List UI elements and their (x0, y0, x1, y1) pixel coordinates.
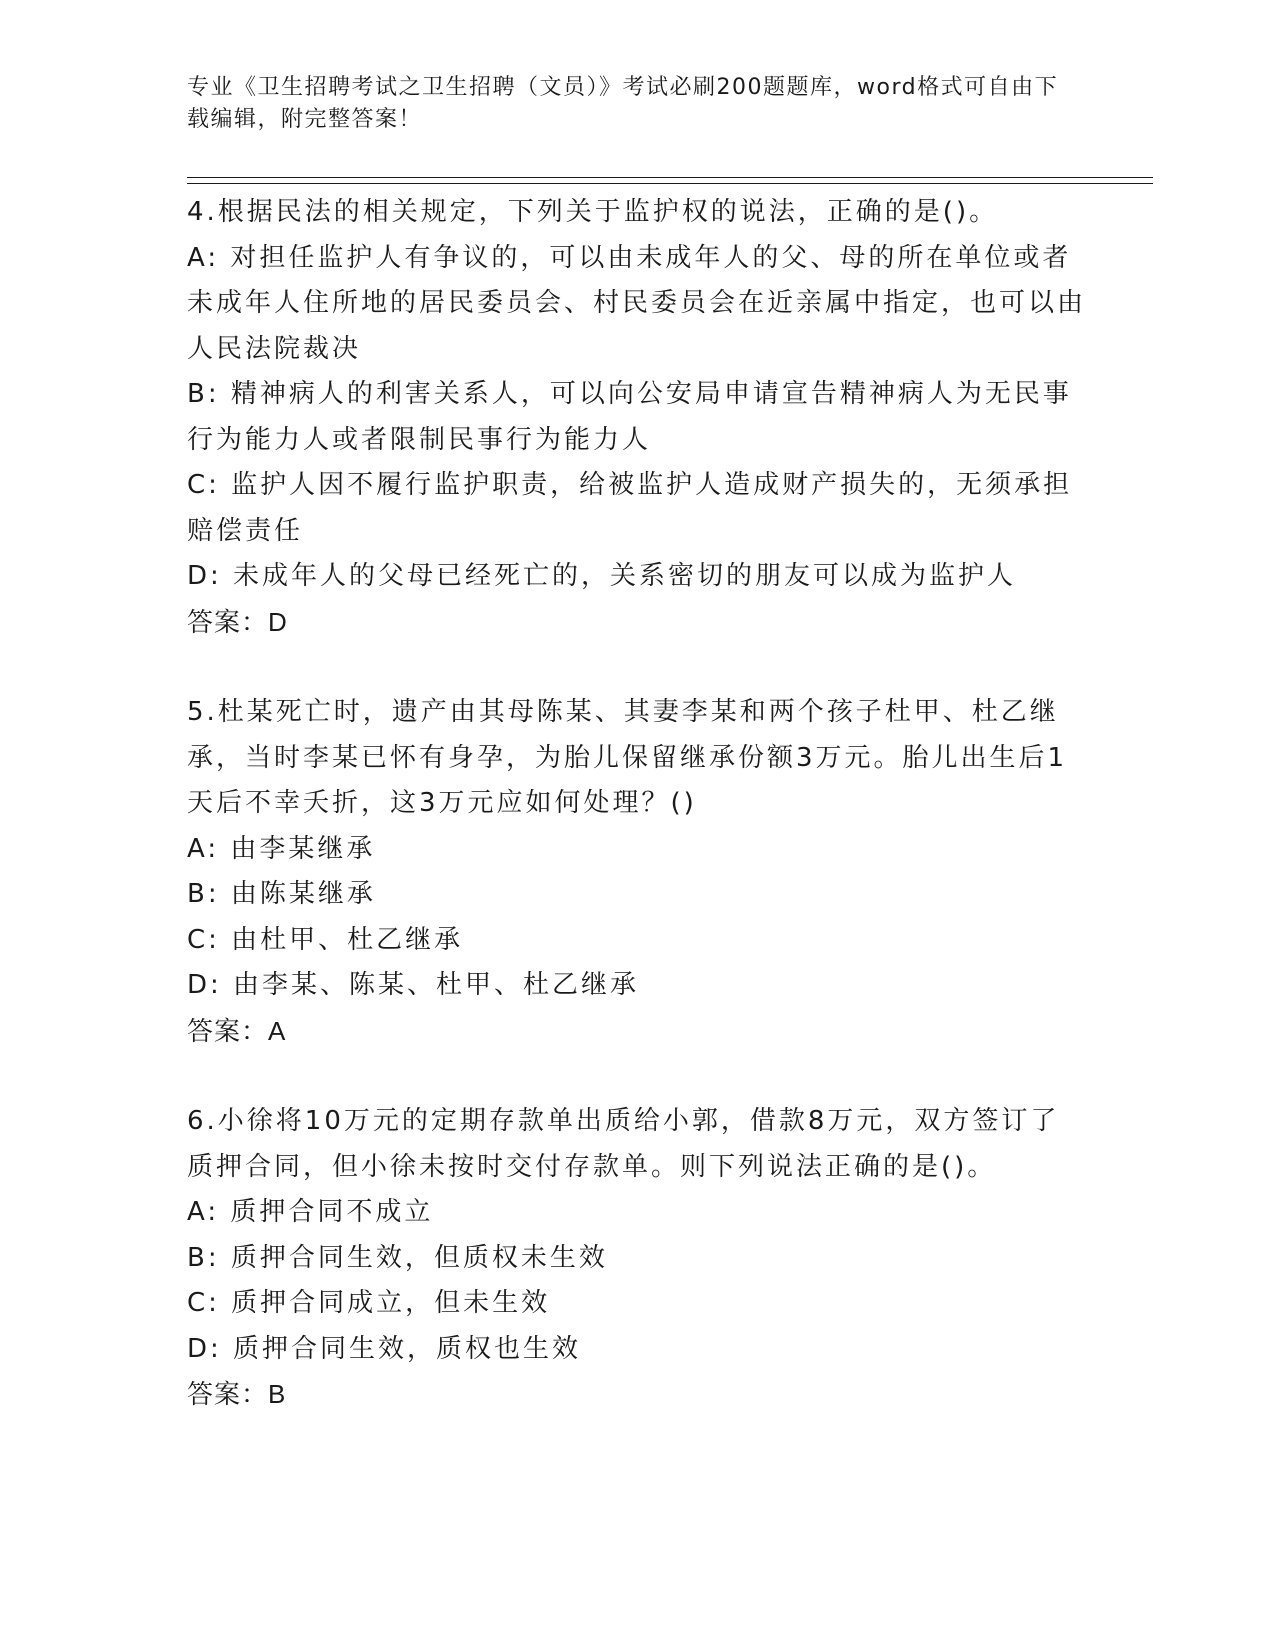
option-d: D: 未成年人的父母已经死亡的，关系密切的朋友可以成为监护人 (187, 561, 1017, 591)
answer-line: 答案：B (187, 1379, 287, 1409)
question-stem: 4.根据民法的相关规定，下列关于监护权的说法，正确的是()。 (187, 197, 999, 227)
question-item-5 (187, 690, 1087, 1054)
document-header: 专业《卫生招聘考试之卫生招聘（文员）》考试必刷200题题库，word格式可自由下载编辑，附完整答案！ (187, 75, 1059, 132)
option-d: D: 质押合同生效，质权也生效 (187, 1333, 582, 1364)
question-item-4 (187, 190, 1087, 645)
option-b: B: 质押合同生效，但质权未生效 (187, 1242, 608, 1273)
option-d: D: 由李某、陈某、杜甲、杜乙继承 (187, 970, 640, 1000)
option-c: C: 质押合同成立，但未生效 (187, 1288, 551, 1318)
option-a: A: 质押合同不成立 (187, 1197, 434, 1227)
option-c: C: 由杜甲、杜乙继承 (187, 924, 464, 955)
option-a: A: 对担任监护人有争议的，可以由未成年人的父、母的所在单位或者未成年人住所地的居民委员会、村民委员会在近亲属中指定，也可以由人民法院裁决 (187, 242, 1087, 364)
header-rule-top (187, 177, 1153, 178)
header-rule-bottom (187, 183, 1153, 184)
question-item-6 (187, 1099, 1087, 1418)
option-b: B: 精神病人的利害关系人，可以向公安局申请宣告精神病人为无民事行为能力人或者限制民事行为能力人 (187, 379, 1072, 455)
option-c: C: 监护人因不履行监护职责，给被监护人造成财产损失的，无须承担赔偿责任 (187, 470, 1073, 546)
answer-line: 答案：D (187, 606, 288, 637)
question-stem: 6.小徐将10万元的定期存款单出质给小郭，借款8万元，双方签订了质押合同，但小徐未按时交付存款单。则下列说法正确的是()。 (187, 1106, 1060, 1182)
answer-line: 答案：A (187, 1015, 287, 1046)
option-a: A: 由李某继承 (187, 833, 376, 864)
question-list (187, 190, 1087, 1463)
option-b: B: 由陈某继承 (187, 879, 376, 909)
question-stem: 5.杜某死亡时，遗产由其母陈某、其妻李某和两个孩子杜甲、杜乙继承，当时李某已怀有身孕，为胎儿保留继承份额3万元。胎儿出生后1天后不幸夭折，这3万元应如何处理？() (187, 697, 1068, 818)
